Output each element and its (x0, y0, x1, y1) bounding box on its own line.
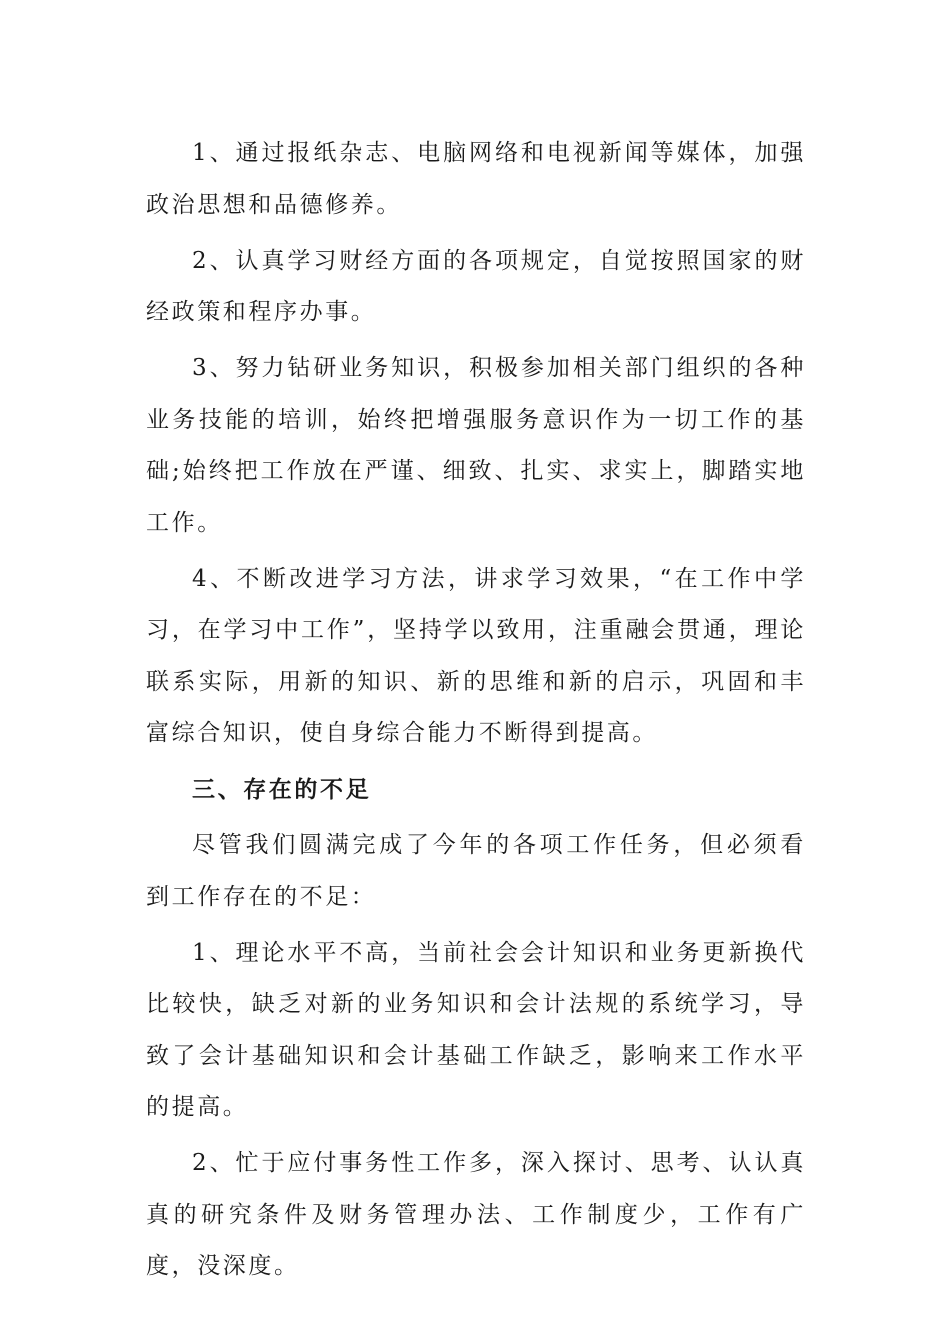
section-paragraph-3: 2、忙于应付事务性工作多，深入探讨、思考、认认真真的研究条件及财务管理办法、工作制度少，工作有广度，没深度。 (146, 1150, 806, 1279)
paragraph-2: 2、认真学习财经方面的各项规定，自觉按照国家的财经政策和程序办事。 (146, 247, 806, 325)
paragraph-3: 3、努力钻研业务知识，积极参加相关部门组织的各种业务技能的培训，始终把增强服务意识作为一切工作的基础;始终把工作放在严谨、细致、扎实、求实上，脚踏实地工作。 (146, 355, 806, 536)
paragraph-1: 1、通过报纸杂志、电脑网络和电视新闻等媒体，加强政治思想和品德修养。 (146, 140, 806, 218)
paragraph-4: 4、不断改进学习方法，讲求学习效果，“在工作中学习，在学习中工作”，坚持学以致用，注重融会贯通，理论联系实际，用新的知识、新的思维和新的启示，巩固和丰富综合知识，使自身综合能力不断得到提高。 (146, 565, 806, 746)
document-body (146, 128, 806, 1297)
section-paragraph-2: 1、理论水平不高，当前社会会计知识和业务更新换代比较快，缺乏对新的业务知识和会计法规的系统学习，导致了会计基础知识和会计基础工作缺乏，影响来工作水平的提高。 (146, 939, 806, 1120)
section-heading: 三、存在的不足 (192, 776, 372, 803)
section-paragraph-1: 尽管我们圆满完成了今年的各项工作任务，但必须看到工作存在的不足： (146, 832, 806, 910)
